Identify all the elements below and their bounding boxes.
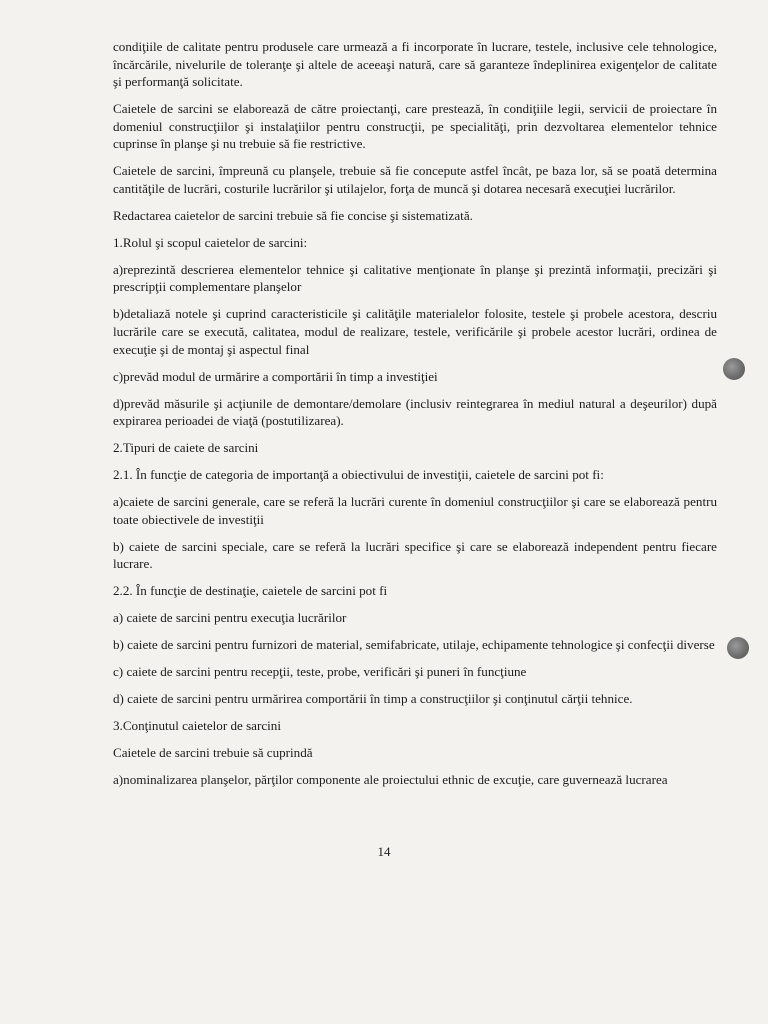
paragraph-redaction: Redactarea caietelor de sarcini trebuie să fie concise şi sistematizată. xyxy=(113,207,473,223)
list-item-role-b: b)detaliază notele şi cuprind caracteristicile şi calităţile materialelor folosite, testele şi probele acestora, descriu lucrările care se execută, calitatea, modul de realizare, testele, verificările şi probele acestor lucrări, ordinea de execuţie şi de montaj şi aspectul final xyxy=(113,306,717,357)
list-item-role-d: d)prevăd măsurile şi acţiunile de demontare/demolare (inclusiv reintegrarea în mediul natural a deşeurilor) după expirarea perioadei de viaţă (postutilizarea). xyxy=(113,395,717,429)
paragraph-must-include: Caietele de sarcini trebuie să cuprindă xyxy=(113,745,313,761)
list-item-nomination: a)nominalizarea planşelor, părţilor componente ale proiectului ethnic de excuţie, care guvernează lucrarea xyxy=(113,772,668,788)
document-body xyxy=(113,38,717,798)
list-item-role-a: a)reprezintă descrierea elementelor tehnice şi calitative menţionate în planşe şi prezintă informaţii, precizări şi prescripţii complementare planşelor xyxy=(113,261,717,295)
list-item-execution: a) caiete de sarcini pentru execuţia lucrărilor xyxy=(113,610,347,626)
section-heading-types: 2.Tipuri de caiete de sarcini xyxy=(113,440,259,456)
list-item-general: a)caiete de sarcini generale, care se referă la lucrări curente în domeniul construcţiilor şi care se elaborează pentru toate obiectivele de investiţii xyxy=(113,494,717,527)
list-item-monitoring: d) caiete de sarcini pentru urmărirea comportării în timp a construcţiilor şi conţinutul cărţii tehnice. xyxy=(113,691,633,707)
paragraph-quality-conditions: condiţiile de calitate pentru produsele care urmează a fi incorporate în lucrare, testele, inclusive cele tehnologice, încărcările, nivelurile de toleranţe şi altele de aceeaşi natură, care să garanteze îndeplinirea exigenţelor de calitate şi performanţă solicitate. xyxy=(113,39,717,90)
subsection-destination: 2.2. În funcţie de destinaţie, caietele de sarcini pot fi xyxy=(113,583,388,599)
list-item-role-c: c)prevăd modul de urmărire a comportării în timp a investiţiei xyxy=(113,368,438,384)
section-heading-content: 3.Conţinutul caietelor de sarcini xyxy=(113,718,281,734)
list-item-receptions: c) caiete de sarcini pentru recepţii, teste, probe, verificări şi puneri în funcţiune xyxy=(113,664,527,680)
punch-hole-bottom xyxy=(727,637,749,659)
section-heading-role: 1.Rolul şi scopul caietelor de sarcini: xyxy=(113,234,308,250)
paragraph-elaboration: Caietele de sarcini se elaborează de către proiectanţi, care prestează, în condiţiile legii, servicii de proiectare în domeniul construcţiilor şi instalaţiilor pentru construcţii, pe specialităţi, prin dezvoltarea elementelor tehnice cuprinse în planşe şi nu trebuie să fie restrictive. xyxy=(113,101,717,152)
punch-hole-top xyxy=(723,358,745,380)
list-item-special: b) caiete de sarcini speciale, care se referă la lucrări specifice şi care se elaborează independent pentru fiecare lucrare. xyxy=(113,538,717,572)
page-number: 14 xyxy=(377,844,391,859)
list-item-suppliers: b) caiete de sarcini pentru furnizori de material, semifabricate, utilaje, echipamente tehnologice şi confecţii diverse xyxy=(113,637,715,653)
subsection-importance: 2.1. În funcţie de categoria de importanţă a obiectivului de investiţii, caietele de sarcini pot fi: xyxy=(113,467,604,483)
paragraph-conception: Caietele de sarcini, împreună cu planşele, trebuie să fie concepute astfel încât, pe baza lor, să se poată determina cantităţile de lucrări, costurile lucrărilor şi utilajelor, forţa de muncă şi dotarea necesară execuţiei lucrărilor. xyxy=(113,163,717,196)
